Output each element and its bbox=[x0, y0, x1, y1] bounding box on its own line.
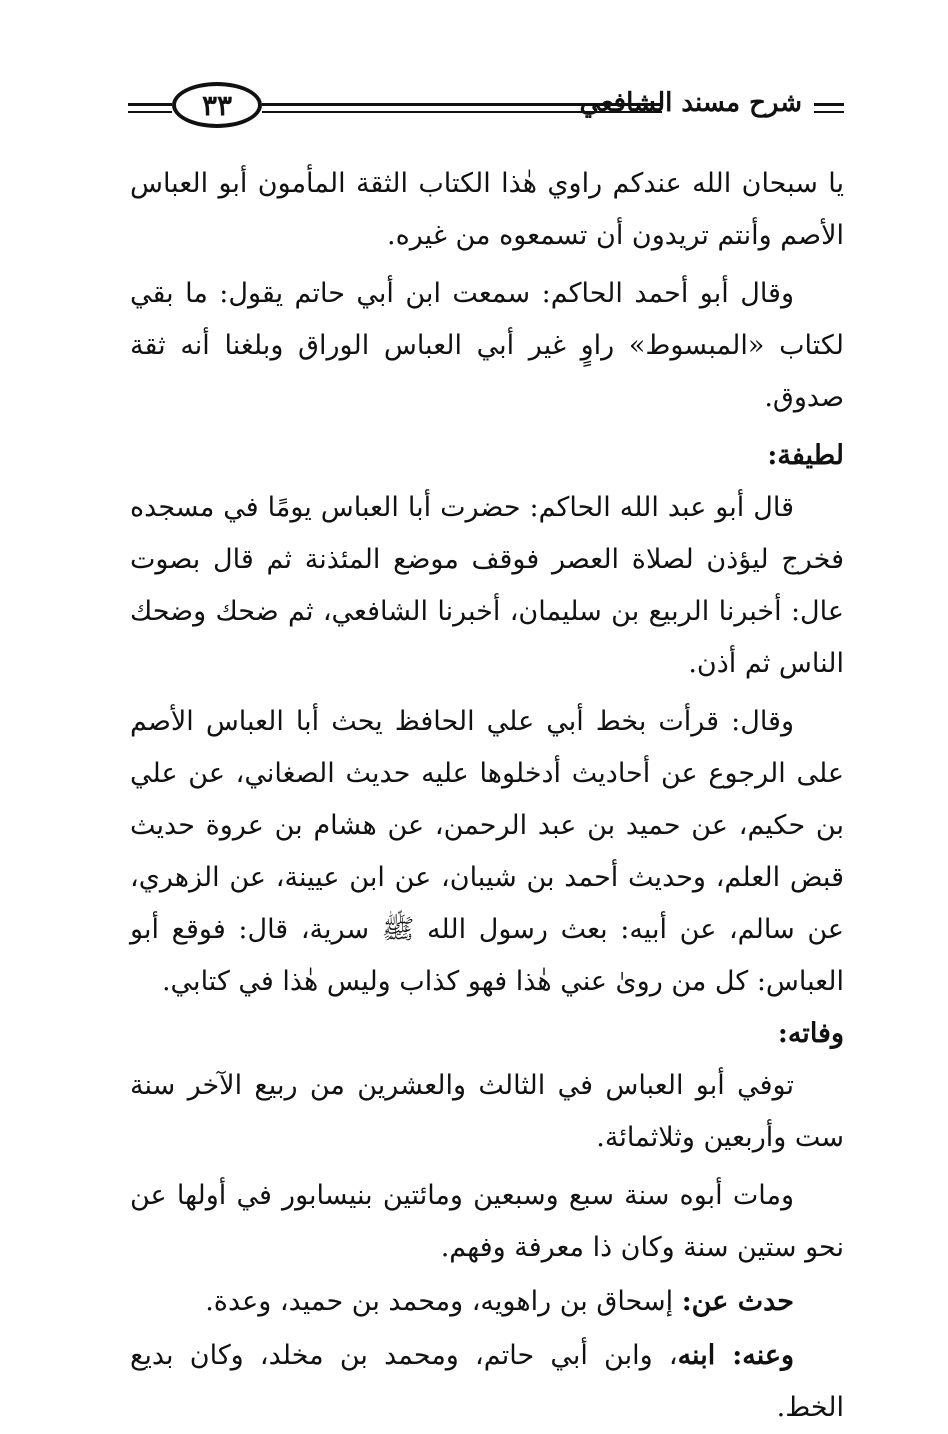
anhu-label: وعنه: bbox=[732, 1340, 794, 1371]
page-number: ٣٣ bbox=[172, 82, 262, 128]
paragraph-5: توفي أبو العباس في الثالث والعشرين من ربيع الآخر سنة ست وأربعين وثلاثمائة. bbox=[130, 1070, 844, 1153]
anhu-text: ، وابن أبي حاتم، ومحمد بن مخلد، وكان بديع الخط. bbox=[130, 1340, 844, 1423]
haddath-text: إسحاق بن راهويه، ومحمد بن حميد، وعدة. bbox=[205, 1286, 682, 1317]
heading-wafat: وفاته: bbox=[777, 1018, 844, 1049]
paragraph-anhu bbox=[130, 1330, 844, 1434]
running-title: شرح مسند الشافعي bbox=[579, 88, 802, 118]
page-header bbox=[128, 80, 844, 136]
header-rule-middle bbox=[262, 103, 662, 106]
paragraph-4: وقال: قرأت بخط أبي علي الحافظ يحث أبا العباس الأصم على الرجوع عن أحاديث أدخلوها عليه حديث الصغاني، عن علي بن حكيم، عن حميد بن عبد الرحمن، عن هشام بن عروة حديث قبض العلم، وحديث أحمد بن شيبان، عن ابن عيينة، عن الزهري، عن سالم، عن أبيه: بعث رسول الله ﷺ سرية، قال: فوقع أبو العباس: كل من روىٰ عني هٰذا فهو كذاب وليس هٰذا في كتابي. bbox=[130, 706, 844, 997]
paragraph-3: قال أبو عبد الله الحاكم: حضرت أبا العباس يومًا في مسجده فخرج ليؤذن لصلاة العصر فوقف موضع المئذنة ثم قال بصوت عال: أخبرنا الربيع بن سليمان، أخبرنا الشافعي، ثم ضحك وضحك الناس ثم أذن. bbox=[130, 492, 844, 679]
header-rule-left bbox=[128, 103, 172, 106]
page-body bbox=[130, 158, 844, 1434]
paragraph-1: يا سبحان الله عندكم راوي هٰذا الكتاب الثقة المأمون أبو العباس الأصم وأنتم تريدون أن تسمعوه من غيره. bbox=[130, 168, 844, 251]
paragraph-2: وقال أبو أحمد الحاكم: سمعت ابن أبي حاتم يقول: ما بقي لكتاب «المبسوط» راوٍ غير أبي العباس الوراق وبلغنا أنه ثقة صدوق. bbox=[130, 278, 844, 413]
header-rule-right bbox=[814, 103, 844, 106]
paragraph-6: ومات أبوه سنة سبع وسبعين ومائتين بنيسابور في أولها عن نحو ستين سنة وكان ذا معرفة وفهم. bbox=[130, 1180, 844, 1263]
paragraph-haddath bbox=[130, 1276, 844, 1328]
anhu-son: ابنه bbox=[677, 1340, 733, 1371]
heading-latifa: لطيفة: bbox=[767, 440, 844, 471]
haddath-label: حدث عن: bbox=[681, 1286, 794, 1317]
